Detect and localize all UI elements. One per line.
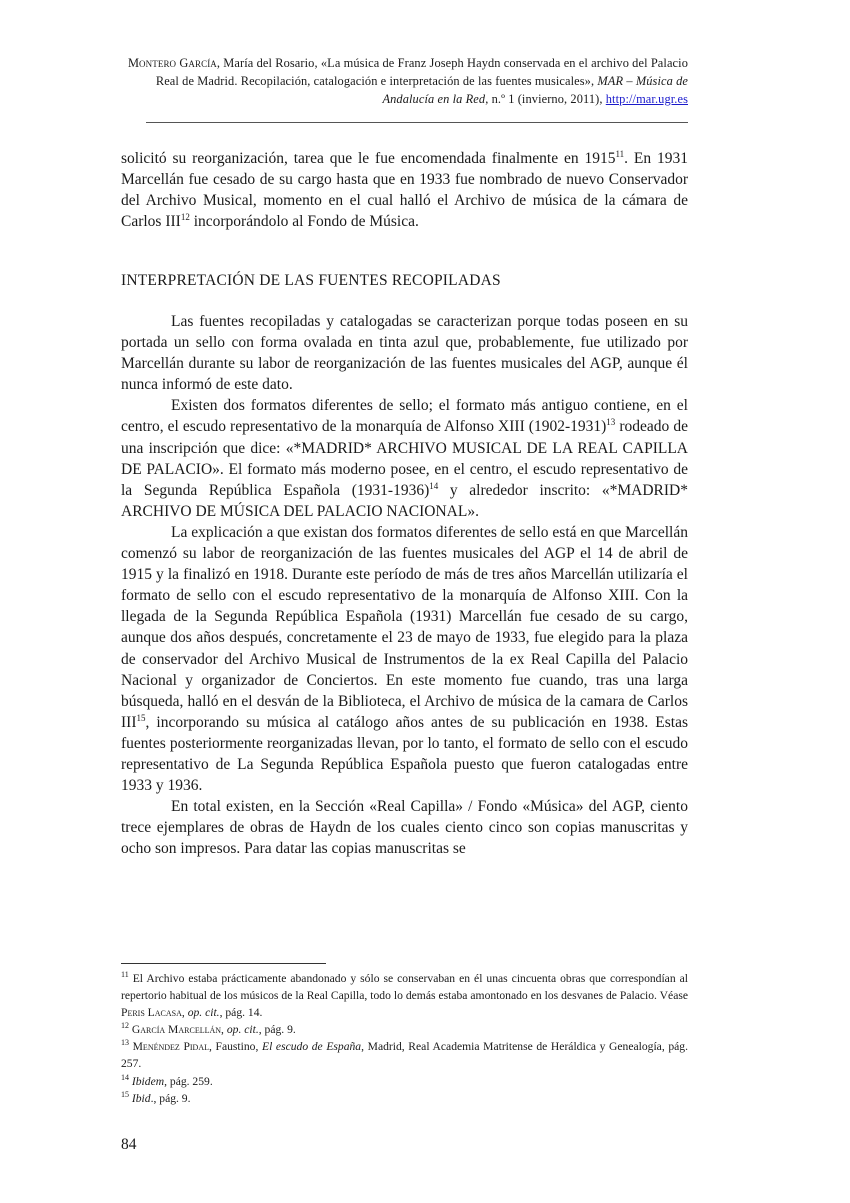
footnote-ref-14[interactable]: 14 <box>429 480 439 491</box>
footnote-tail: ., pág. 9. <box>150 1091 191 1105</box>
footnote-author: García Marcellán <box>129 1023 222 1037</box>
footnote-14 <box>121 1073 688 1090</box>
paragraph-2 <box>121 395 688 522</box>
footnote-opcit: op. cit. <box>187 1006 220 1020</box>
footnote-number: 14 <box>121 1072 129 1082</box>
footnote-ibidem: Ibidem <box>129 1074 165 1088</box>
main-body <box>121 311 688 859</box>
section-heading: INTERPRETACIÓN DE LAS FUENTES RECOPILADAS <box>121 272 501 289</box>
paragraph-3-text-a: La explicación a que existan dos formatos diferentes de sello está en que Marcellán comenzó su labor de reorganización de las fuentes musicales del AGP el 14 de abril de 1915 y la finalizó en 1918. Durante este período de más de tres años Marcellán utilizaría el formato de sello con el escudo representativo de la monarquía de Alfonso XIII. Con la llegada de la Segunda República Española (1931) Marcellán fue cesado de su cargo, aunque dos años después, concretamente el 23 de mayo de 1933, fue elegido para la plaza de conservador del Archivo Musical de Instrumentos de la ex Real Capilla del Palacio Nacional y organizador de Conciertos. En este momento fue cuando, tras una larga búsqueda, halló en el desván de la Biblioteca, el Archivo de música de la camara de Carlos III <box>121 523 688 731</box>
header-issue: , n.º 1 (invierno, 2011), <box>485 92 606 106</box>
footnote-ref-15[interactable]: 15 <box>136 712 146 723</box>
intro-text-2: . En 1931 Marcellán fue cesado de su cargo hasta que en 1933 fue nombrado de nuevo Conservador del Archivo Musical, momento en el cual halló el Archivo de música de la cámara de Carlos III <box>121 150 688 231</box>
footnote-13 <box>121 1038 688 1072</box>
footnote-ref-11[interactable]: 11 <box>615 148 625 159</box>
running-header <box>120 54 688 108</box>
paragraph-3-text-b: , incorporando su música al catálogo años antes de su publicación en 1938. Estas fuentes posteriormente reorganizadas llevan, por lo tanto, el formato de sello con el escudo representativo de La Segunda República Española puesto que fueron catalogadas entre 1933 y 1936. <box>121 713 688 795</box>
header-author: Montero García <box>127 56 217 70</box>
footnote-title: El escudo de España <box>262 1040 362 1054</box>
footnote-tail: , pág. 14. <box>219 1006 263 1020</box>
paragraph-3 <box>121 522 688 796</box>
header-divider <box>146 122 688 123</box>
intro-paragraph <box>121 148 688 232</box>
footnote-tail: , pág. 259. <box>164 1074 213 1088</box>
footnote-ref-12[interactable]: 12 <box>180 212 190 223</box>
paragraph-1: Las fuentes recopiladas y catalogadas se caracterizan porque todas poseen en su portada un sello con forma ovalada en tinta azul que, probablemente, fue utilizado por Marcellán durante su labor de reorganización de las fuentes musicales del AGP, aunque él nunca informó de este dato. <box>121 313 688 394</box>
paragraph-2-text-c: y alrededor inscrito: «*MADRID* ARCHIVO DE MÚSICA DEL PALACIO NACIONAL». <box>121 481 688 520</box>
footnote-number: 15 <box>121 1089 129 1099</box>
intro-text-3: incorporándolo al Fondo de Música. <box>189 213 419 231</box>
footnote-number: 13 <box>121 1038 129 1048</box>
footnotes <box>121 970 688 1107</box>
footnote-divider <box>121 963 326 964</box>
footnote-15 <box>121 1090 688 1107</box>
footnote-author: Menéndez Pidal <box>129 1040 209 1054</box>
footnote-tail: , Madrid, Real Academia Matritense de Heráldica y Genealogía, pág. 257. <box>121 1040 688 1071</box>
footnote-number: 11 <box>121 970 129 980</box>
footnote-12 <box>121 1021 688 1038</box>
intro-text-1: solicitó su reorganización, tarea que le fue encomendada finalmente en 1915 <box>121 150 616 167</box>
paragraph-2-text-b: rodeado de una inscripción que dice: «*MADRID* ARCHIVO MUSICAL DE LA REAL CAPILLA DE PALACIO». El formato más moderno posee, en el centro, el escudo representativo de la Segunda República Española (1931-1936) <box>121 418 688 499</box>
header-citation: , María del Rosario, «La música de Franz Joseph Haydn conservada en el archivo del Palacio Real de Madrid. Recopilación, catalogación e interpretación de las fuentes musicales», <box>155 56 688 88</box>
footnote-opcit: op. cit. <box>226 1023 259 1037</box>
header-journal: MAR – Música de Andalucía en la Red <box>382 74 688 106</box>
footnote-sep: , <box>221 1023 227 1037</box>
page-number: 84 <box>121 1136 137 1153</box>
footnote-tail: , pág. 9. <box>258 1023 296 1037</box>
paragraph-4: En total existen, en la Sección «Real Capilla» / Fondo «Música» del AGP, ciento trece ejemplares de obras de Haydn de los cuales ciento cinco son copias manuscritas y ocho son impresos. Para datar las copias manuscritas se <box>121 798 688 858</box>
header-url-link[interactable]: http://mar.ugr.es <box>605 92 688 106</box>
footnote-ibid: Ibid <box>129 1091 151 1105</box>
footnote-author: Peris Lacasa <box>121 1006 182 1020</box>
footnote-text: , Faustino, <box>209 1040 262 1054</box>
footnote-ref-13[interactable]: 13 <box>606 417 616 428</box>
footnote-11 <box>121 970 688 1021</box>
paragraph-2-text-a: Existen dos formatos diferentes de sello; el formato más antiguo contiene, en el centro, el escudo representativo de la monarquía de Alfonso XIII (1902-1931) <box>121 397 688 436</box>
footnote-number: 12 <box>121 1021 129 1031</box>
footnote-sep: , <box>181 1006 188 1020</box>
footnote-text: El Archivo estaba prácticamente abandonado y sólo se conservaban en él unas cincuenta obras que correspondían al repertorio habitual de los músicos de la Real Capilla, todo lo demás estaba amontonado en los desvanes de Palacio. Véase <box>121 972 688 1003</box>
